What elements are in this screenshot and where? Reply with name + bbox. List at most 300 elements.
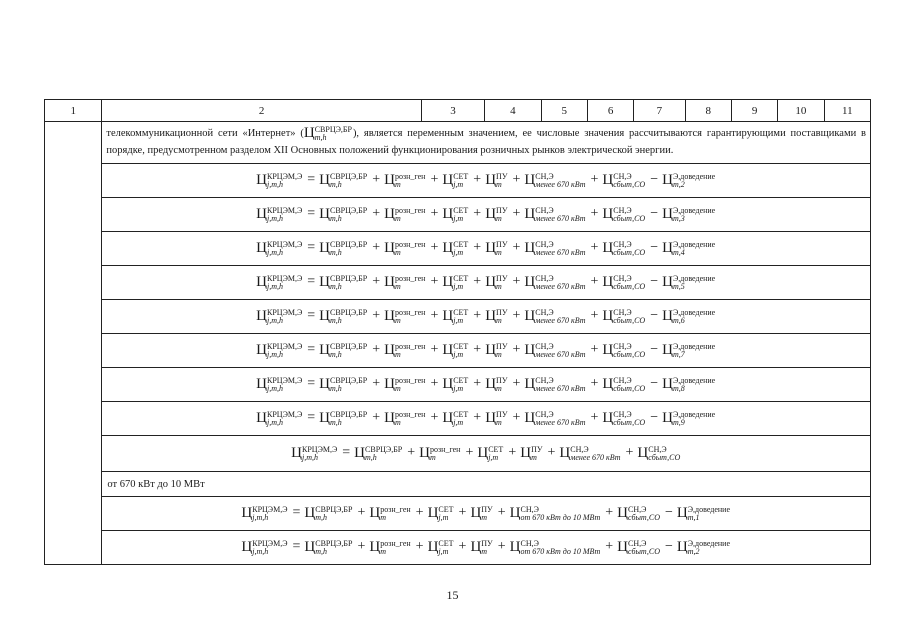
formula-term — [470, 538, 493, 556]
superscript: СЕТ — [453, 375, 469, 385]
formula-term — [602, 205, 646, 223]
formula-letter: Ц — [617, 505, 628, 522]
formula — [102, 232, 871, 266]
formula-letter: Ц — [384, 172, 395, 189]
superscript: ПУ — [496, 375, 508, 385]
subscript: m,3 — [672, 213, 685, 223]
formula-letter: Ц — [442, 274, 454, 291]
formula-letter: Ц — [662, 240, 673, 257]
formula-indices — [496, 377, 507, 393]
superscript: розн_ген — [394, 239, 426, 249]
formula-term — [524, 307, 586, 325]
superscript: СН,Э — [628, 504, 647, 514]
formula-indices — [330, 275, 367, 291]
operator: + — [430, 274, 439, 290]
formula-letter: Ц — [602, 172, 614, 189]
formula-term — [427, 538, 455, 556]
formula-indices — [453, 207, 468, 223]
superscript: розн_ген — [394, 341, 426, 351]
subscript: m — [481, 512, 488, 522]
formula-letter: Ц — [384, 308, 395, 325]
formula-letter: Ц — [509, 505, 521, 522]
operator: + — [473, 308, 482, 324]
operator: + — [415, 539, 424, 555]
subscript: менее 670 кВт — [535, 315, 586, 325]
formula-row-g2-0 — [45, 497, 871, 531]
formula-row-g1-2 — [45, 232, 871, 266]
formula-indices — [453, 377, 468, 393]
subscript: менее 670 кВт — [535, 213, 586, 223]
formula-term — [256, 171, 303, 189]
formula-indices — [613, 207, 645, 223]
operator: + — [473, 240, 482, 256]
operator: = — [342, 445, 351, 461]
subscript: j,m,h — [267, 417, 283, 427]
subscript: менее 670 кВт — [535, 281, 586, 291]
superscript: ПУ — [481, 538, 493, 548]
superscript: СН,Э — [613, 409, 632, 419]
formula-term — [524, 205, 586, 223]
formula-letter: Ц — [524, 240, 536, 257]
formula-indices — [613, 173, 645, 189]
formula-indices — [613, 377, 645, 393]
formula-term — [256, 273, 303, 291]
formula-letter: Ц — [524, 172, 536, 189]
formula-indices — [673, 275, 715, 291]
subscript: m — [531, 452, 537, 462]
formula-letter: Ц — [256, 240, 267, 257]
superscript: розн_ген — [394, 307, 426, 317]
operator: + — [605, 539, 614, 555]
formula-letter: Ц — [662, 376, 673, 393]
formula-term — [291, 444, 338, 462]
formula-term — [427, 504, 455, 522]
header-cell-8: 8 — [685, 100, 731, 122]
operator: + — [430, 342, 439, 358]
formula-term — [485, 341, 508, 359]
formula-letter: Ц — [384, 240, 395, 257]
subscript: сбыт,СО — [613, 247, 646, 257]
formula-letter: Ц — [384, 274, 395, 291]
operator: + — [415, 505, 424, 521]
formula-term — [384, 341, 426, 359]
formula-term — [662, 171, 716, 189]
subscript: m,5 — [672, 281, 685, 291]
superscript: ПУ — [496, 239, 508, 249]
formula-indices — [395, 275, 425, 291]
subscript: m,h — [365, 452, 377, 462]
formula-indices — [252, 506, 287, 522]
operator: + — [372, 410, 381, 426]
formula-term — [602, 341, 646, 359]
formula-term — [524, 171, 586, 189]
formula-letter: Ц — [384, 376, 395, 393]
formula-term — [354, 444, 403, 462]
superscript: СВРЦЭ,БР — [330, 205, 368, 215]
formula-letter: Ц — [442, 342, 454, 359]
formula-letter: Ц — [442, 172, 454, 189]
formula-letter: Ц — [602, 240, 614, 257]
superscript: Э,доведение — [672, 341, 716, 351]
formula-indices — [535, 241, 585, 257]
superscript: Э,доведение — [672, 409, 716, 419]
superscript: СН,Э — [535, 341, 554, 351]
formula-term — [442, 409, 469, 427]
superscript: СН,Э — [535, 409, 554, 419]
header-cell-9: 9 — [731, 100, 777, 122]
formula-indices — [395, 173, 425, 189]
page-number: 15 — [446, 588, 459, 602]
formula-letter: Ц — [524, 274, 536, 291]
formula-term — [369, 504, 411, 522]
operator: + — [372, 274, 381, 290]
formula — [102, 164, 871, 198]
formula-indices — [267, 343, 302, 359]
superscript: СН,Э — [648, 444, 667, 454]
formula-indices — [496, 309, 507, 325]
superscript: Э,доведение — [687, 538, 730, 548]
formula-term — [442, 171, 469, 189]
superscript: ПУ — [531, 444, 543, 454]
paragraph-text: телекоммуникационной сети «Интернет» (Ц СВРЦЭ,БР m,h ), является переменным значением, ее числовые значения рассчитываются гарантирующими поставщиками в порядке, предусмотренном разделом XII Основных положений функционирования розничных рынков электрической энергии. — [102, 122, 871, 164]
subscript: m,8 — [672, 383, 685, 393]
operator: − — [650, 240, 659, 256]
formula-indices — [613, 309, 645, 325]
superscript: КРЦЭМ,Э — [267, 409, 303, 419]
subscript: m — [496, 315, 502, 325]
operator: + — [512, 410, 521, 426]
superscript: СВРЦЭ,БР — [365, 444, 403, 454]
formula-letter: Ц — [384, 342, 395, 359]
operator: + — [625, 445, 634, 461]
formula-indices — [496, 411, 507, 427]
operator: + — [547, 445, 556, 461]
formula — [102, 300, 871, 334]
operator: + — [497, 539, 506, 555]
formula-letter: Ц — [662, 274, 673, 291]
formula-indices — [330, 207, 367, 223]
superscript: СЕТ — [453, 341, 469, 351]
subscript: m,6 — [672, 315, 685, 325]
superscript: розн_ген — [380, 504, 411, 514]
superscript: розн_ген — [430, 444, 461, 454]
superscript: розн_ген — [380, 538, 411, 548]
formula-row-g1-4 — [45, 300, 871, 334]
subscript: сбыт,СО — [613, 281, 646, 291]
formula-indices — [535, 343, 585, 359]
formula-term — [485, 205, 508, 223]
subscript: m — [394, 281, 401, 291]
formula — [102, 334, 871, 368]
subscript: j,m,h — [252, 546, 269, 556]
formula-term — [602, 409, 646, 427]
formula-indices — [395, 309, 425, 325]
operator: = — [307, 410, 316, 426]
operator: + — [430, 308, 439, 324]
superscript: СН,Э — [613, 205, 632, 215]
superscript: СН,Э — [520, 504, 539, 514]
subscript: j,m,h — [302, 452, 319, 462]
superscript: Э,доведение — [672, 375, 716, 385]
formula-indices — [267, 207, 302, 223]
formula-term — [485, 273, 508, 291]
formula-indices — [488, 446, 503, 462]
formula-indices — [628, 506, 660, 522]
formula-letter: Ц — [524, 376, 536, 393]
formula-letter: Ц — [256, 342, 267, 359]
subscript: j,m — [438, 512, 449, 522]
subscript: сбыт,СО — [613, 349, 646, 359]
formula-letter: Ц — [602, 342, 614, 359]
superscript: розн_ген — [394, 273, 426, 283]
formula-indices — [380, 506, 410, 522]
operator: = — [307, 240, 316, 256]
operator: = — [292, 505, 301, 521]
subscript: сбыт,СО — [613, 179, 646, 189]
formula-letter: Ц — [442, 308, 454, 325]
formula-term — [442, 239, 469, 257]
superscript: ПУ — [496, 341, 508, 351]
superscript: СВРЦЭ,БР — [330, 239, 368, 249]
subscript: m,7 — [672, 349, 685, 359]
operator: + — [430, 206, 439, 222]
subscript: m,4 — [672, 247, 685, 257]
formula-indices — [302, 446, 337, 462]
superscript: Э,доведение — [672, 273, 716, 283]
formula-indices — [267, 173, 302, 189]
formula-indices — [267, 377, 302, 393]
formula-term — [602, 307, 646, 325]
subscript: m — [496, 247, 502, 257]
operator: − — [650, 308, 659, 324]
formula-term — [559, 444, 621, 462]
subscript: менее 670 кВт — [570, 452, 621, 462]
formula-term — [304, 538, 353, 556]
subscript: m — [394, 315, 401, 325]
formula-term — [509, 504, 602, 522]
superscript: Э,доведение — [672, 239, 716, 249]
formula-indices — [535, 173, 585, 189]
operator: + — [357, 505, 366, 521]
formula-term — [637, 444, 681, 462]
subscript: m,h — [330, 281, 342, 291]
formula-letter: Ц — [602, 206, 614, 223]
operator: + — [372, 206, 381, 222]
formula-term — [617, 538, 661, 556]
formula-letter: Ц — [369, 539, 381, 556]
subscript: m — [496, 281, 502, 291]
superscript: СН,Э — [628, 538, 647, 548]
subscript: m — [394, 179, 401, 189]
formula-term — [524, 273, 586, 291]
operator: + — [497, 505, 506, 521]
formula-indices — [520, 506, 600, 522]
formula-term — [256, 239, 303, 257]
superscript: КРЦЭМ,Э — [267, 239, 303, 249]
formula-letter: Ц — [319, 206, 330, 223]
formula-indices — [613, 241, 645, 257]
subscript: j,m — [453, 417, 464, 427]
formula-term — [442, 341, 469, 359]
formula-term — [524, 409, 586, 427]
operator: + — [372, 342, 381, 358]
superscript: СЕТ — [453, 171, 469, 181]
subscript: m — [496, 417, 502, 427]
formula-indices — [673, 207, 715, 223]
superscript: КРЦЭМ,Э — [302, 444, 338, 454]
header-cell-5: 5 — [541, 100, 587, 122]
formula-term — [384, 205, 426, 223]
subscript: j,m — [453, 349, 464, 359]
formula-indices — [535, 377, 585, 393]
subscript: j,m,h — [252, 512, 269, 522]
superscript: Э,доведение — [672, 171, 716, 181]
header-row — [45, 100, 871, 122]
subscript: m — [394, 383, 401, 393]
formula-indices — [535, 411, 585, 427]
formula-letter: Ц — [662, 206, 673, 223]
formula-indices — [330, 411, 367, 427]
subscript: m,2 — [672, 179, 685, 189]
formula-letter: Ц — [442, 206, 454, 223]
operator: + — [473, 376, 482, 392]
formula-term — [384, 409, 426, 427]
operator: + — [372, 376, 381, 392]
subscript: j,m — [453, 383, 464, 393]
superscript: СН,Э — [570, 444, 589, 454]
formula-indices — [330, 241, 367, 257]
formula-letter: Ц — [319, 308, 330, 325]
formula-indices — [688, 506, 730, 522]
formula-term — [442, 375, 469, 393]
formula-letter: Ц — [319, 410, 330, 427]
formula-indices — [330, 173, 367, 189]
subscript: менее 670 кВт — [535, 247, 586, 257]
subscript: сбыт,СО — [628, 512, 660, 522]
formula-indices — [438, 506, 453, 522]
subscript: сбыт,СО — [613, 213, 646, 223]
formula-indices — [648, 446, 680, 462]
subscript: j,m,h — [267, 179, 283, 189]
formula-term — [485, 171, 508, 189]
formula-indices — [535, 275, 585, 291]
operator: − — [650, 274, 659, 290]
formula-indices — [481, 506, 492, 522]
formula-term — [319, 205, 368, 223]
operator: + — [372, 240, 381, 256]
formula-term — [384, 307, 426, 325]
formula-indices — [453, 275, 468, 291]
subscript: j,m — [453, 179, 464, 189]
formula-term — [662, 205, 716, 223]
formula-term — [384, 273, 426, 291]
formula-letter: Ц — [419, 445, 430, 462]
superscript: КРЦЭМ,Э — [267, 341, 303, 351]
superscript: СН,Э — [613, 171, 632, 181]
operator: + — [512, 342, 521, 358]
superscript: СЕТ — [438, 504, 454, 514]
formula-letter: Ц — [524, 342, 536, 359]
formula-indices — [395, 343, 425, 359]
formula-term — [470, 504, 493, 522]
formula-indices — [267, 275, 302, 291]
subscript: m — [394, 247, 401, 257]
operator: + — [357, 539, 366, 555]
operator: + — [590, 206, 599, 222]
superscript: КРЦЭМ,Э — [267, 205, 303, 215]
formula-indices — [267, 241, 302, 257]
operator: − — [664, 539, 673, 555]
formula-term — [419, 444, 461, 462]
subscript: j,m — [488, 452, 499, 462]
superscript: СЕТ — [438, 538, 454, 548]
formula-term — [256, 409, 303, 427]
subscript: j,m — [453, 315, 464, 325]
formula-term — [602, 273, 646, 291]
operator: + — [430, 410, 439, 426]
formula-letter: Ц — [304, 539, 316, 556]
formula-term — [662, 375, 716, 393]
formula-term — [256, 341, 303, 359]
superscript: СВРЦЭ,БР — [315, 538, 353, 548]
formula-letter: Ц — [256, 410, 267, 427]
operator: = — [307, 172, 316, 188]
formula-letter: Ц — [256, 172, 267, 189]
formula-term — [384, 171, 426, 189]
formula-indices — [688, 540, 730, 556]
formula-term — [384, 239, 426, 257]
operator: + — [430, 240, 439, 256]
formula-letter: Ц — [602, 308, 614, 325]
formula-indices — [330, 309, 367, 325]
formula-letter: Ц — [520, 445, 532, 462]
formula-term — [241, 538, 288, 556]
subscript: менее 670 кВт — [535, 349, 586, 359]
operator: + — [590, 342, 599, 358]
formula-indices — [673, 411, 715, 427]
formula — [102, 531, 871, 565]
superscript: КРЦЭМ,Э — [252, 504, 288, 514]
formula-term — [319, 341, 368, 359]
superscript: СВРЦЭ,БР — [330, 375, 368, 385]
superscript: КРЦЭМ,Э — [267, 375, 303, 385]
subscript: m,h — [330, 315, 342, 325]
subscript: m — [496, 179, 502, 189]
superscript: розн_ген — [394, 375, 426, 385]
subscript: m — [394, 213, 401, 223]
formula-term — [509, 538, 602, 556]
formula-indices — [535, 309, 585, 325]
formula-letter: Ц — [369, 505, 381, 522]
subscript: m — [496, 349, 502, 359]
operator: + — [372, 172, 381, 188]
formula-term — [662, 341, 716, 359]
operator: = — [307, 274, 316, 290]
formula-letter: Ц — [662, 172, 673, 189]
superscript: СВРЦЭ,БР — [330, 409, 368, 419]
formula-row-g1-6 — [45, 368, 871, 402]
formula-term — [602, 171, 646, 189]
operator: + — [590, 274, 599, 290]
formula — [102, 402, 871, 436]
formula-indices — [453, 241, 468, 257]
formula-letter: Ц — [319, 376, 330, 393]
group2-label-row — [45, 472, 871, 497]
subscript: j,m — [453, 213, 464, 223]
operator: = — [307, 206, 316, 222]
formula-letter: Ц — [662, 308, 673, 325]
formula-indices — [570, 446, 620, 462]
